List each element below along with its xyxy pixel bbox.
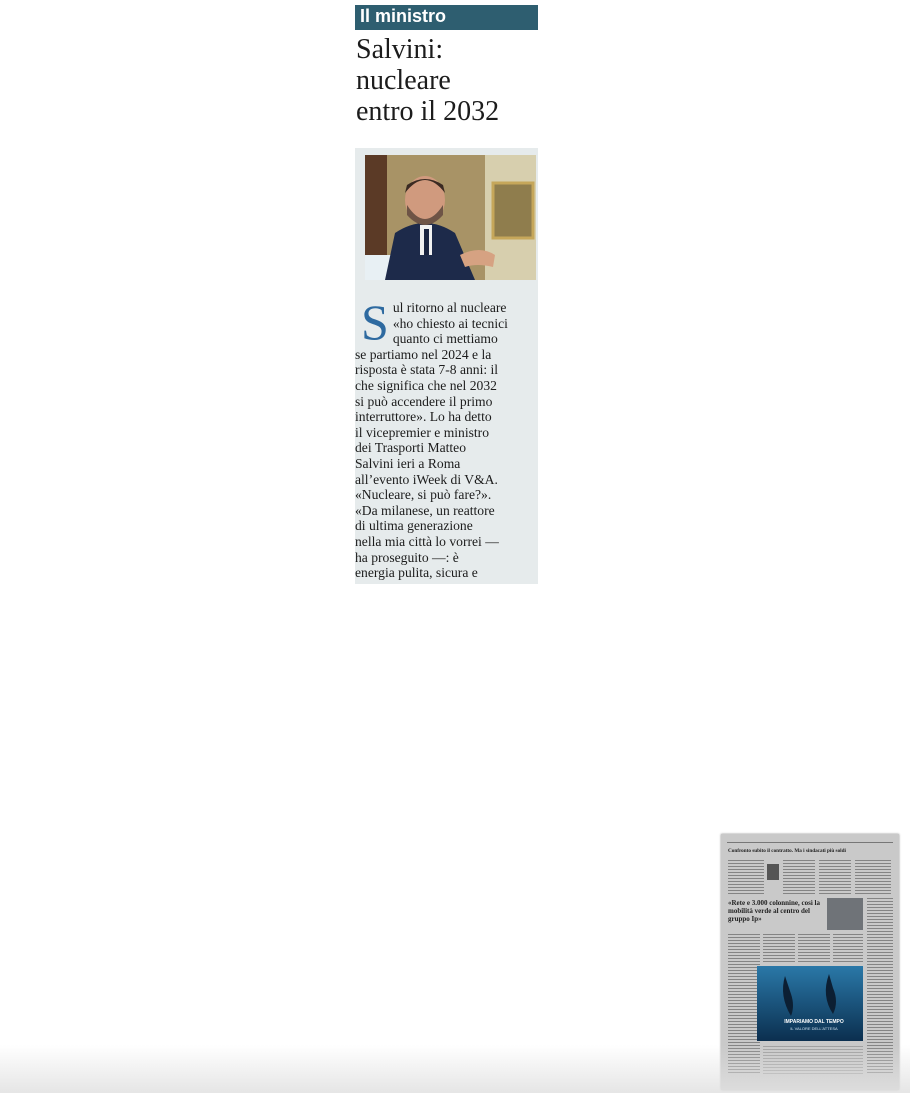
body-line: si può accendere il primo xyxy=(355,393,493,409)
thumbnail-text-column xyxy=(833,934,863,962)
body-line: dei Trasporti Matteo xyxy=(355,440,467,456)
article-kicker: Il ministro xyxy=(355,5,538,30)
thumbnail-portrait xyxy=(767,864,779,880)
thumbnail-ad-title: IMPARIAMO DAL TEMPO xyxy=(784,1019,844,1025)
body-line: nella mia città lo vorrei — xyxy=(355,533,499,549)
body-line: il vicepremier e ministro xyxy=(355,424,490,440)
body-line: «Nucleare, si può fare?». xyxy=(355,487,492,503)
body-line: energia pulita, sicura e xyxy=(355,565,478,581)
page-thumbnail[interactable] xyxy=(721,834,899,1090)
thumbnail-text-column xyxy=(819,860,851,894)
body-line: Salvini ieri a Roma xyxy=(355,455,461,471)
headline-line: nucleare xyxy=(356,65,451,96)
body-line: «Da milanese, un reattore xyxy=(355,502,495,518)
thumbnail-text-column xyxy=(798,934,830,962)
body-line: «ho chiesto ai tecnici xyxy=(392,315,508,331)
body-line: risposta è stata 7-8 anni: il xyxy=(355,362,499,378)
thumbnail-text-column xyxy=(728,934,760,1074)
body-line: ha proseguito —: è xyxy=(355,549,459,565)
body-line: ul ritorno al nucleare xyxy=(392,300,507,315)
body-line: all’evento iWeek di V&A. xyxy=(355,471,498,487)
headline-line: entro il 2032 xyxy=(356,96,500,127)
thumbnail-photo xyxy=(827,898,863,930)
body-line: quanto ci mettiamo xyxy=(392,331,498,347)
body-line: interruttore». Lo ha detto xyxy=(355,409,492,425)
thumbnail-headline-top: Confronto subito il contratto. Ma i sindacati più soldi xyxy=(728,848,846,854)
article-body xyxy=(355,294,536,581)
thumbnail-ad-caption xyxy=(763,1046,863,1076)
body-line: di ultima generazione xyxy=(355,518,473,534)
thumbnail-text-column xyxy=(763,934,795,962)
article-headline xyxy=(356,34,539,127)
thumbnail-ad-subtitle: IL VALORE DELL'ATTESA xyxy=(790,1026,838,1031)
thumbnail-text-column xyxy=(855,860,891,894)
body-line: che significa che nel 2032 xyxy=(355,377,497,393)
photo-illustration xyxy=(365,155,536,280)
thumbnail-text-column xyxy=(783,860,815,894)
thumbnail-headline-main: «Rete e 3.000 colonnine, così la mobilità verde al centro del gruppo Ip» xyxy=(728,899,820,923)
thumbnail-text-column xyxy=(867,898,893,1073)
headline-line: Salvini: xyxy=(356,34,444,65)
person-speaking-photo xyxy=(365,155,536,280)
thumbnail-header-rule xyxy=(727,838,893,843)
thumbnail-text-column xyxy=(728,860,764,894)
article-box xyxy=(355,148,538,584)
drop-cap: S xyxy=(361,294,389,350)
body-line: se partiamo nel 2024 e la xyxy=(355,346,492,362)
